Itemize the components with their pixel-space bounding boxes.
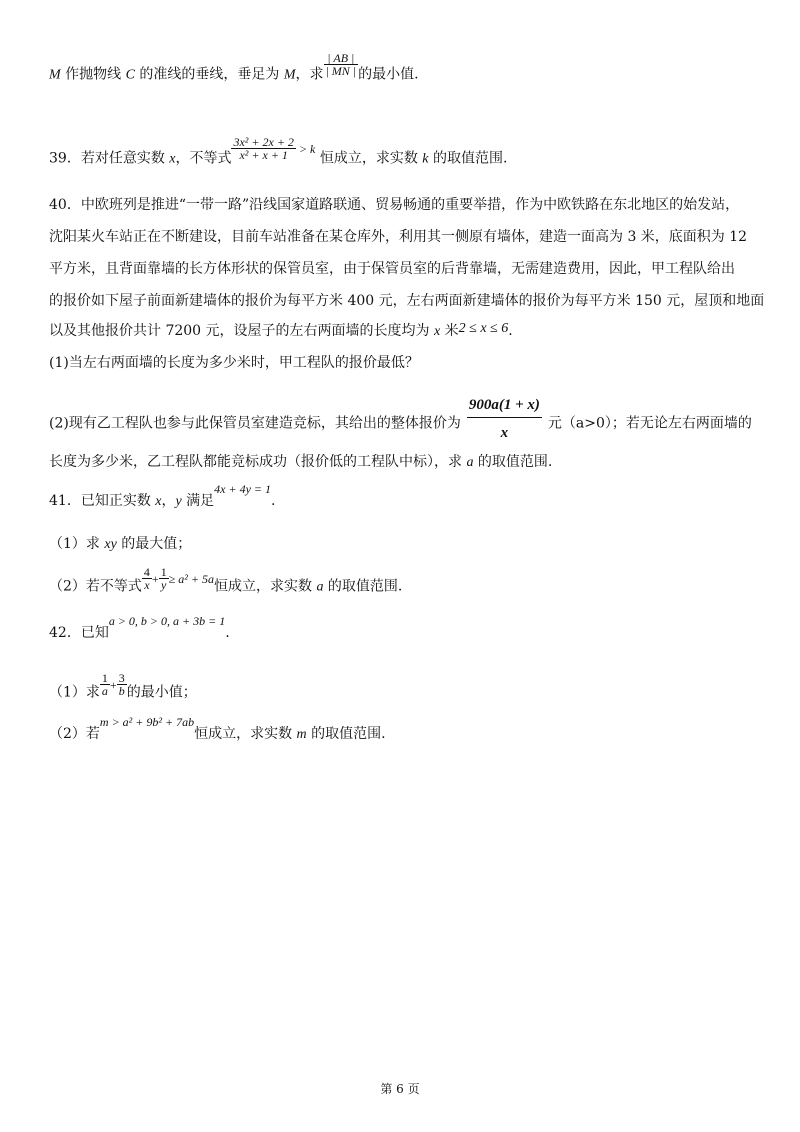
q38-fraction: $\frac{| AB |}{| MN |}$: [325, 51, 357, 78]
q40-part-2: (2)现有乙工程队也参与此保管员室建造竞标，其给出的整体报价为 $\frac{900a(1 + x)}{x}$ 元（a>0）；若无论左右两面墙的: [49, 397, 752, 441]
q42-line: 42．已知a > 0, b > 0, a + 3b = 1.: [49, 614, 230, 641]
q40-price-fraction: $\frac{900a(1 + x)}{x}$: [468, 397, 540, 441]
q42-part-1: （1）求 $\frac{1}{a}$ + $\frac{3}{b}$ 的最小值；: [49, 671, 197, 701]
q41-part-1: （1）求 xy 的最大值；: [49, 536, 192, 552]
q39-fraction: $\frac{\text{3x² + 2x + 2}}{\text{x² + x + 1}}$: [233, 135, 294, 162]
q41-line: 41．已知正实数 x，y 满足4x + 4y = 1.: [49, 482, 276, 509]
q38-line: M 作抛物线 C 的准线的垂线，垂足为 M，求 $\frac{| AB |}{| MN |}$ 的最小值.: [49, 51, 419, 83]
q42-part-2: （2）若m > a² + 9b² + 7ab恒成立，求实数 m 的取值范围.: [49, 715, 386, 742]
q40-line-5: 以及其他报价共计 7200 元，设屋子的左右两面墙的长度均为 x 米2 ≤ x ≤ 6.: [49, 321, 513, 339]
q38-var: M: [49, 67, 61, 83]
q40-line-3: 平方米，且背面靠墙的长方体形状的保管员室，由于保管员室的后背靠墙，无需建造费用，因此，甲工程队给出: [49, 261, 735, 277]
q40-line-2: 沈阳某火车站正在不断建设，目前车站准备在某仓库外，利用其一侧原有墙体，建造一面高为 3 米，底面积为 12: [49, 229, 748, 245]
q40-part-1: (1)当左右两面墙的长度为多少米时，甲工程队的报价最低？: [49, 355, 419, 371]
q40-line-4: 的报价如下屋子前面新建墙体的报价为每平方米 400 元，左右两面新建墙体的报价为每平方米 150 元，屋顶和地面: [49, 293, 765, 309]
q41-part-2: （2）若不等式 $\frac{4}{x}$ + $\frac{1}{y}$ ≥ a² + 5a恒成立，求实数 a 的取值范围.: [49, 565, 403, 595]
q39-line: 39．若对任意实数 x，不等式 $\frac{\text{3x² + 2x + 2}}{\text{x² + x + 1}}$ > k 恒成立，求实数 k 的取值范围.: [49, 135, 508, 167]
q40-line-1: 40．中欧班列是推进“一带一路”沿线国家道路联通、贸易畅通的重要举措，作为中欧铁路在东北地区的始发站，: [49, 197, 740, 213]
page-number: 第 6 页: [380, 1082, 420, 1096]
q40-part-2-cont: 长度为多少米，乙工程队都能竞标成功（报价低的工程队中标），求 a 的取值范围.: [49, 454, 553, 470]
